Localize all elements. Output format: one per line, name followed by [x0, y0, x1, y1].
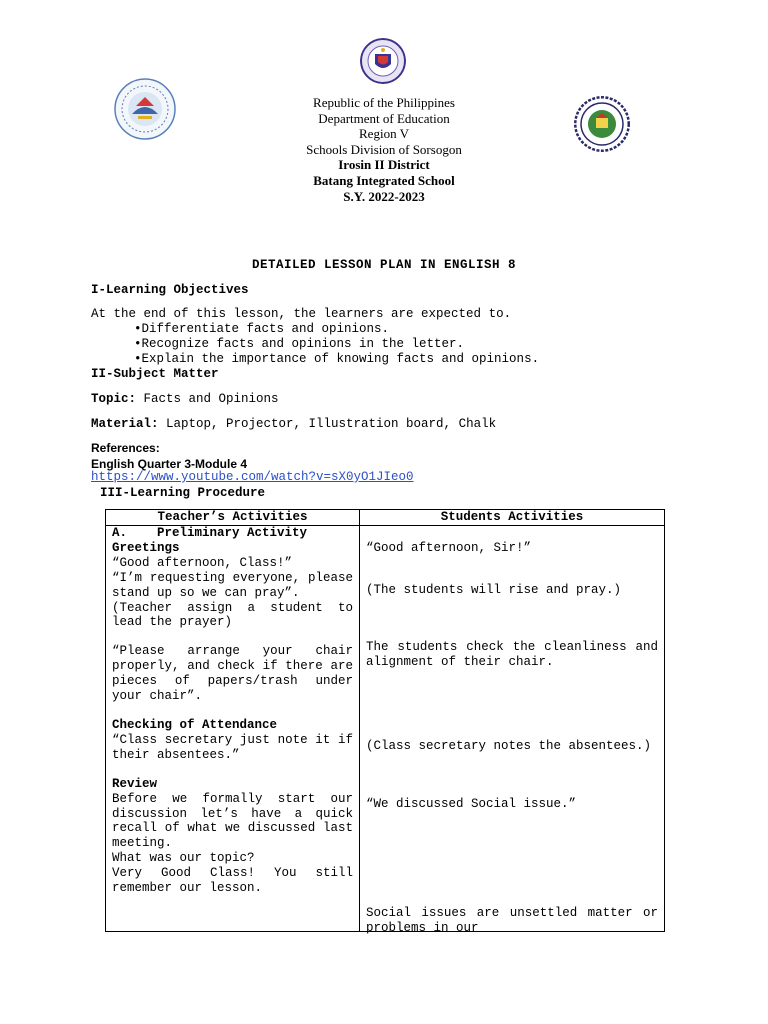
- district-name: Irosin II District: [338, 157, 430, 173]
- references-label: References:: [91, 441, 160, 455]
- teacher-line: What was our topic?: [112, 851, 255, 866]
- student-line: (Class secretary notes the absentees.): [366, 739, 652, 753]
- deped-seal-logo: [360, 38, 406, 84]
- teacher-line: (Teacher assign a student to lead the prayer): [112, 600, 353, 630]
- material-line: [91, 417, 496, 431]
- header-line: Region V: [359, 126, 409, 142]
- header-line: Schools Division of Sorsogon: [306, 141, 462, 157]
- student-line: “Good afternoon, Sir!”: [366, 541, 532, 555]
- teacher-line: “Good afternoon, Class!”: [112, 555, 293, 570]
- attendance-heading: Checking of Attendance: [112, 717, 278, 732]
- teacher-line: “Class secretary just note it if their absentees.”: [112, 732, 353, 762]
- student-line: (The students will rise and pray.): [366, 583, 622, 597]
- review-heading: Review: [112, 776, 158, 791]
- student-line: The students check the cleanliness and alignment of their chair.: [366, 640, 658, 669]
- school-name: Batang Integrated School: [313, 172, 455, 188]
- header-line: Republic of the Philippines: [313, 95, 455, 110]
- header-line: Department of Education: [318, 110, 450, 126]
- school-year: S.Y. 2022-2023: [343, 188, 425, 204]
- teacher-line: Before we formally start our discussion let’s have a quick recall of what we discussed last meeting.: [112, 791, 353, 851]
- student-line: Social issues are unsettled matter or problems in our: [366, 906, 658, 935]
- document-title: DETAILED LESSON PLAN IN ENGLISH 8: [251, 258, 517, 272]
- teacher-line: Very Good Class! You still remember our lesson.: [112, 866, 353, 896]
- references: [91, 441, 247, 472]
- objectives-heading: I-Learning Objectives: [91, 283, 249, 297]
- teacher-line: “I’m requesting everyone, please stand up so we can pray”.: [112, 570, 353, 600]
- column-header-teacher: Teacher’s Activities: [106, 510, 360, 526]
- student-line: “We discussed Social issue.”: [366, 797, 577, 811]
- objective-item: •Explain the importance of knowing facts and opinions.: [134, 352, 540, 366]
- greetings-heading: Greetings: [112, 540, 180, 555]
- column-header-students: Students Activities: [360, 510, 665, 526]
- teacher-activities-cell: [106, 526, 360, 932]
- objectives-intro: At the end of this lesson, the learners are expected to.: [91, 307, 512, 321]
- letterhead: [0, 95, 768, 204]
- procedure-heading: III-Learning Procedure: [100, 486, 266, 500]
- subject-heading: II-Subject Matter: [91, 367, 219, 381]
- objective-item: •Differentiate facts and opinions.: [134, 322, 390, 336]
- teacher-line: “Please arrange your chair properly, and check if there are pieces of papers/trash under your chair”.: [112, 644, 353, 704]
- students-activities-cell: [360, 526, 665, 935]
- topic-line: [91, 392, 279, 406]
- topic-label: Topic:: [91, 392, 137, 406]
- references-source: English Quarter 3-Module 4: [91, 456, 248, 471]
- objective-item: •Recognize facts and opinions in the letter.: [134, 337, 465, 351]
- topic-value: Facts and Opinions: [136, 392, 279, 406]
- procedure-table: [105, 509, 665, 935]
- section-label: A. Preliminary Activity: [112, 526, 308, 540]
- material-label: Material:: [91, 417, 159, 431]
- material-value: Laptop, Projector, Illustration board, Chalk: [158, 417, 497, 431]
- reference-link[interactable]: https://www.youtube.com/watch?v=sX0yO1JIeo0: [91, 470, 414, 484]
